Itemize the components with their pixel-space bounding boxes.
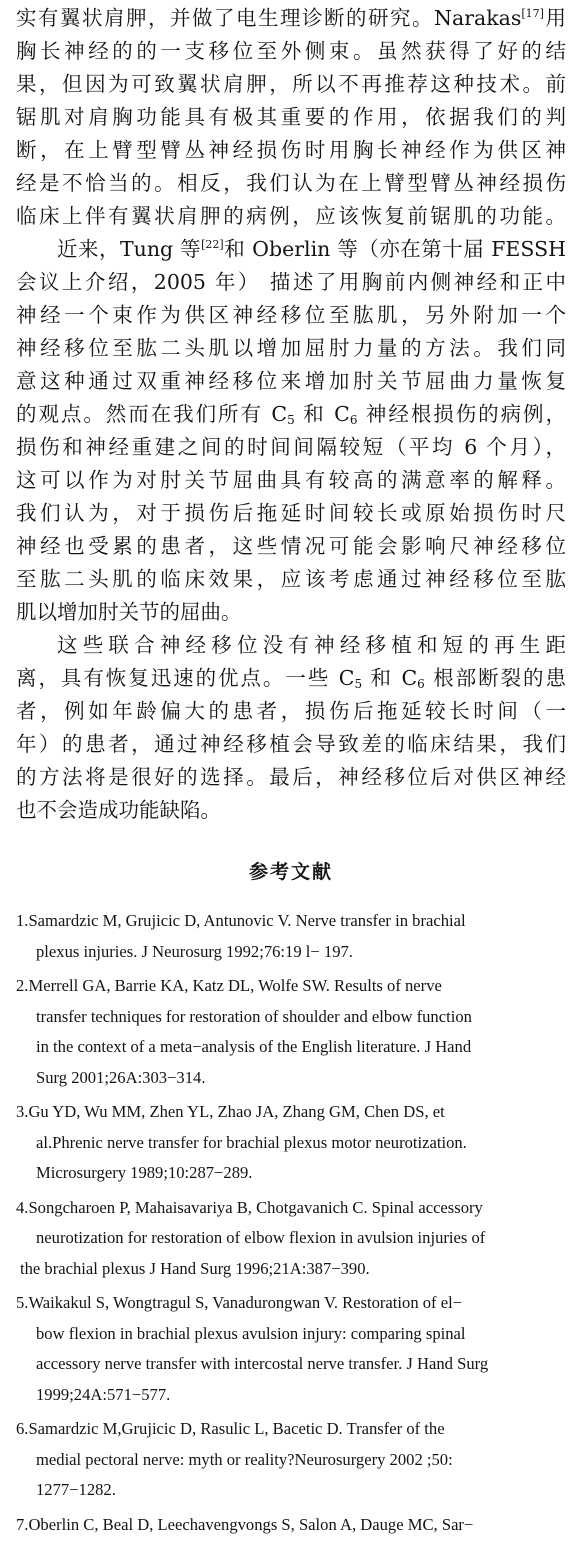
reference-line: 1.Samardzic M, Grujicic D, Antunovic V. Nerve transfer in brachial bbox=[16, 911, 466, 930]
text-line: 损伤和神经重建之间的时间间隔较短（平均 6 个月）， bbox=[16, 435, 566, 459]
paragraph-3 bbox=[16, 629, 566, 827]
text-run: 的观点。然而在我们所有 C bbox=[16, 402, 288, 426]
text-run: 用 bbox=[543, 6, 566, 30]
text-line: 临床上伴有翼状肩胛的病例，应该恢复前锯肌的功能。 bbox=[16, 204, 566, 228]
subscript: 6 bbox=[417, 677, 425, 691]
reference-item bbox=[16, 1193, 566, 1285]
text-line: 这可以作为对肘关节屈曲具有较高的满意率的解释。 bbox=[16, 468, 566, 492]
text-line: 锯肌对肩胸功能具有极其重要的作用，依据我们的判 bbox=[16, 105, 566, 129]
text-run: 实有翼状肩胛，并做了电生理诊断的研究。Narakas bbox=[16, 6, 522, 30]
text-line bbox=[16, 398, 566, 431]
paragraph-2 bbox=[16, 233, 566, 629]
reference-line: accessory nerve transfer with intercostal nerve transfer. J Hand Surg bbox=[36, 1354, 489, 1373]
text-line: 会议上介绍，2005 年） 描述了用胸前内侧神经和正中 bbox=[16, 270, 566, 294]
subscript: 6 bbox=[349, 413, 358, 427]
reference-line: medial pectoral nerve: myth or reality?Neurosurgery 2002 ;50: bbox=[36, 1449, 453, 1469]
text-line: 肌以增加肘关节的屈曲。 bbox=[16, 600, 242, 624]
text-line bbox=[16, 662, 566, 695]
text-run: 和 Oberlin 等（亦在第十届 FESSH bbox=[223, 237, 566, 261]
text-line: 神经一个束作为供区神经移位至肱肌，另外附加一个 bbox=[16, 303, 566, 327]
subscript: 5 bbox=[354, 677, 363, 691]
reference-line: 2.Merrell GA, Barrie KA, Katz DL, Wolfe SW. Results of nerve bbox=[16, 976, 442, 995]
reference-line: plexus injuries. J Neurosurg 1992;76:19 l− 197. bbox=[36, 941, 353, 961]
text-line: 断，在上臂型臂丛神经损伤时用胸长神经作为供区神 bbox=[16, 138, 566, 162]
text-run: 和 C bbox=[294, 402, 350, 426]
text-run: 和 C bbox=[362, 666, 418, 690]
reference-item bbox=[16, 1288, 566, 1410]
reference-line: bow flexion in brachial plexus avulsion injury: comparing spinal bbox=[36, 1323, 466, 1343]
body-text bbox=[16, 2, 566, 827]
text-line: 神经移位至肱二头肌以增加屈肘力量的方法。我们同 bbox=[16, 336, 566, 360]
reference-line: 1277−1282. bbox=[36, 1480, 116, 1499]
reference-line: transfer techniques for restoration of shoulder and elbow function bbox=[36, 1006, 472, 1026]
reference-line: Microsurgery 1989;10:287−289. bbox=[36, 1163, 253, 1182]
text-line: 意这种通过双重神经移位来增加肘关节屈曲力量恢复 bbox=[16, 369, 566, 393]
text-line bbox=[16, 2, 566, 35]
reference-line: 3.Gu YD, Wu MM, Zhen YL, Zhao JA, Zhang GM, Chen DS, et bbox=[16, 1102, 445, 1121]
reference-item bbox=[16, 1510, 566, 1541]
reference-line: 7.Oberlin C, Beal D, Leechavengvongs S, Salon A, Dauge MC, Sar− bbox=[16, 1514, 474, 1534]
text-run: 神经根损伤的病例， bbox=[357, 402, 567, 426]
text-line bbox=[16, 233, 566, 266]
reference-line: the brachial plexus J Hand Surg 1996;21A:387−390. bbox=[20, 1258, 370, 1278]
text-line: 至肱二头肌的临床效果，应该考虑通过神经移位至肱 bbox=[16, 567, 566, 591]
reference-line: neurotization for restoration of elbow flexion in avulsion injuries of bbox=[36, 1228, 486, 1247]
text-line: 我们认为，对于损伤后拖延时间较长或原始损伤时尺 bbox=[16, 501, 566, 525]
reference-line: 1999;24A:571−577. bbox=[36, 1384, 171, 1404]
reference-line: al.Phrenic nerve transfer for brachial plexus motor neurotization. bbox=[36, 1132, 467, 1152]
reference-line: Surg 2001;26A:303−314. bbox=[36, 1067, 206, 1087]
reference-item bbox=[16, 971, 566, 1093]
reference-line: 5.Waikakul S, Wongtragul S, Vanadurongwan V. Restoration of el− bbox=[16, 1293, 463, 1312]
text-run: 近来，Tung 等 bbox=[57, 237, 202, 261]
text-line: 经是不恰当的。相反，我们认为在上臂型臂丛神经损伤 bbox=[16, 171, 566, 195]
text-run: 离，具有恢复迅速的优点。一些 C bbox=[16, 666, 355, 690]
text-line: 也不会造成功能缺陷。 bbox=[16, 798, 221, 822]
references-heading: 参考文献 bbox=[248, 861, 333, 883]
subscript: 5 bbox=[287, 413, 295, 427]
citation-marker: [22] bbox=[201, 238, 224, 251]
text-run: 根部断裂的患 bbox=[424, 666, 567, 690]
reference-item bbox=[16, 906, 566, 967]
reference-list bbox=[16, 906, 566, 1540]
reference-line: in the context of a meta−analysis of the English literature. J Hand bbox=[36, 1037, 472, 1056]
text-line: 神经也受累的患者，这些情况可能会影响尺神经移位 bbox=[16, 534, 566, 558]
text-line: 年）的患者，通过神经移植会导致差的临床结果，我们 bbox=[16, 732, 566, 756]
text-line: 果，但因为可致翼状肩胛，所以不再推荐这种技术。前 bbox=[16, 72, 566, 96]
text-line: 者，例如年龄偏大的患者，损伤后拖延较长时间（一 bbox=[16, 699, 566, 723]
text-line: 的方法将是很好的选择。最后，神经移位后对供区神经 bbox=[16, 765, 566, 789]
reference-item bbox=[16, 1414, 566, 1506]
text-line: 这些联合神经移位没有神经移植和短的再生距 bbox=[57, 633, 566, 657]
reference-item bbox=[16, 1097, 566, 1189]
reference-line: 4.Songcharoen P, Mahaisavariya B, Chotgavanich C. Spinal accessory bbox=[16, 1197, 483, 1217]
paragraph-1 bbox=[16, 2, 566, 233]
text-line: 胸长神经的的一支移位至外侧束。虽然获得了好的结 bbox=[16, 39, 566, 63]
citation-marker: [17] bbox=[521, 7, 544, 20]
reference-line: 6.Samardzic M,Grujicic D, Rasulic L, Bacetic D. Transfer of the bbox=[16, 1419, 445, 1438]
